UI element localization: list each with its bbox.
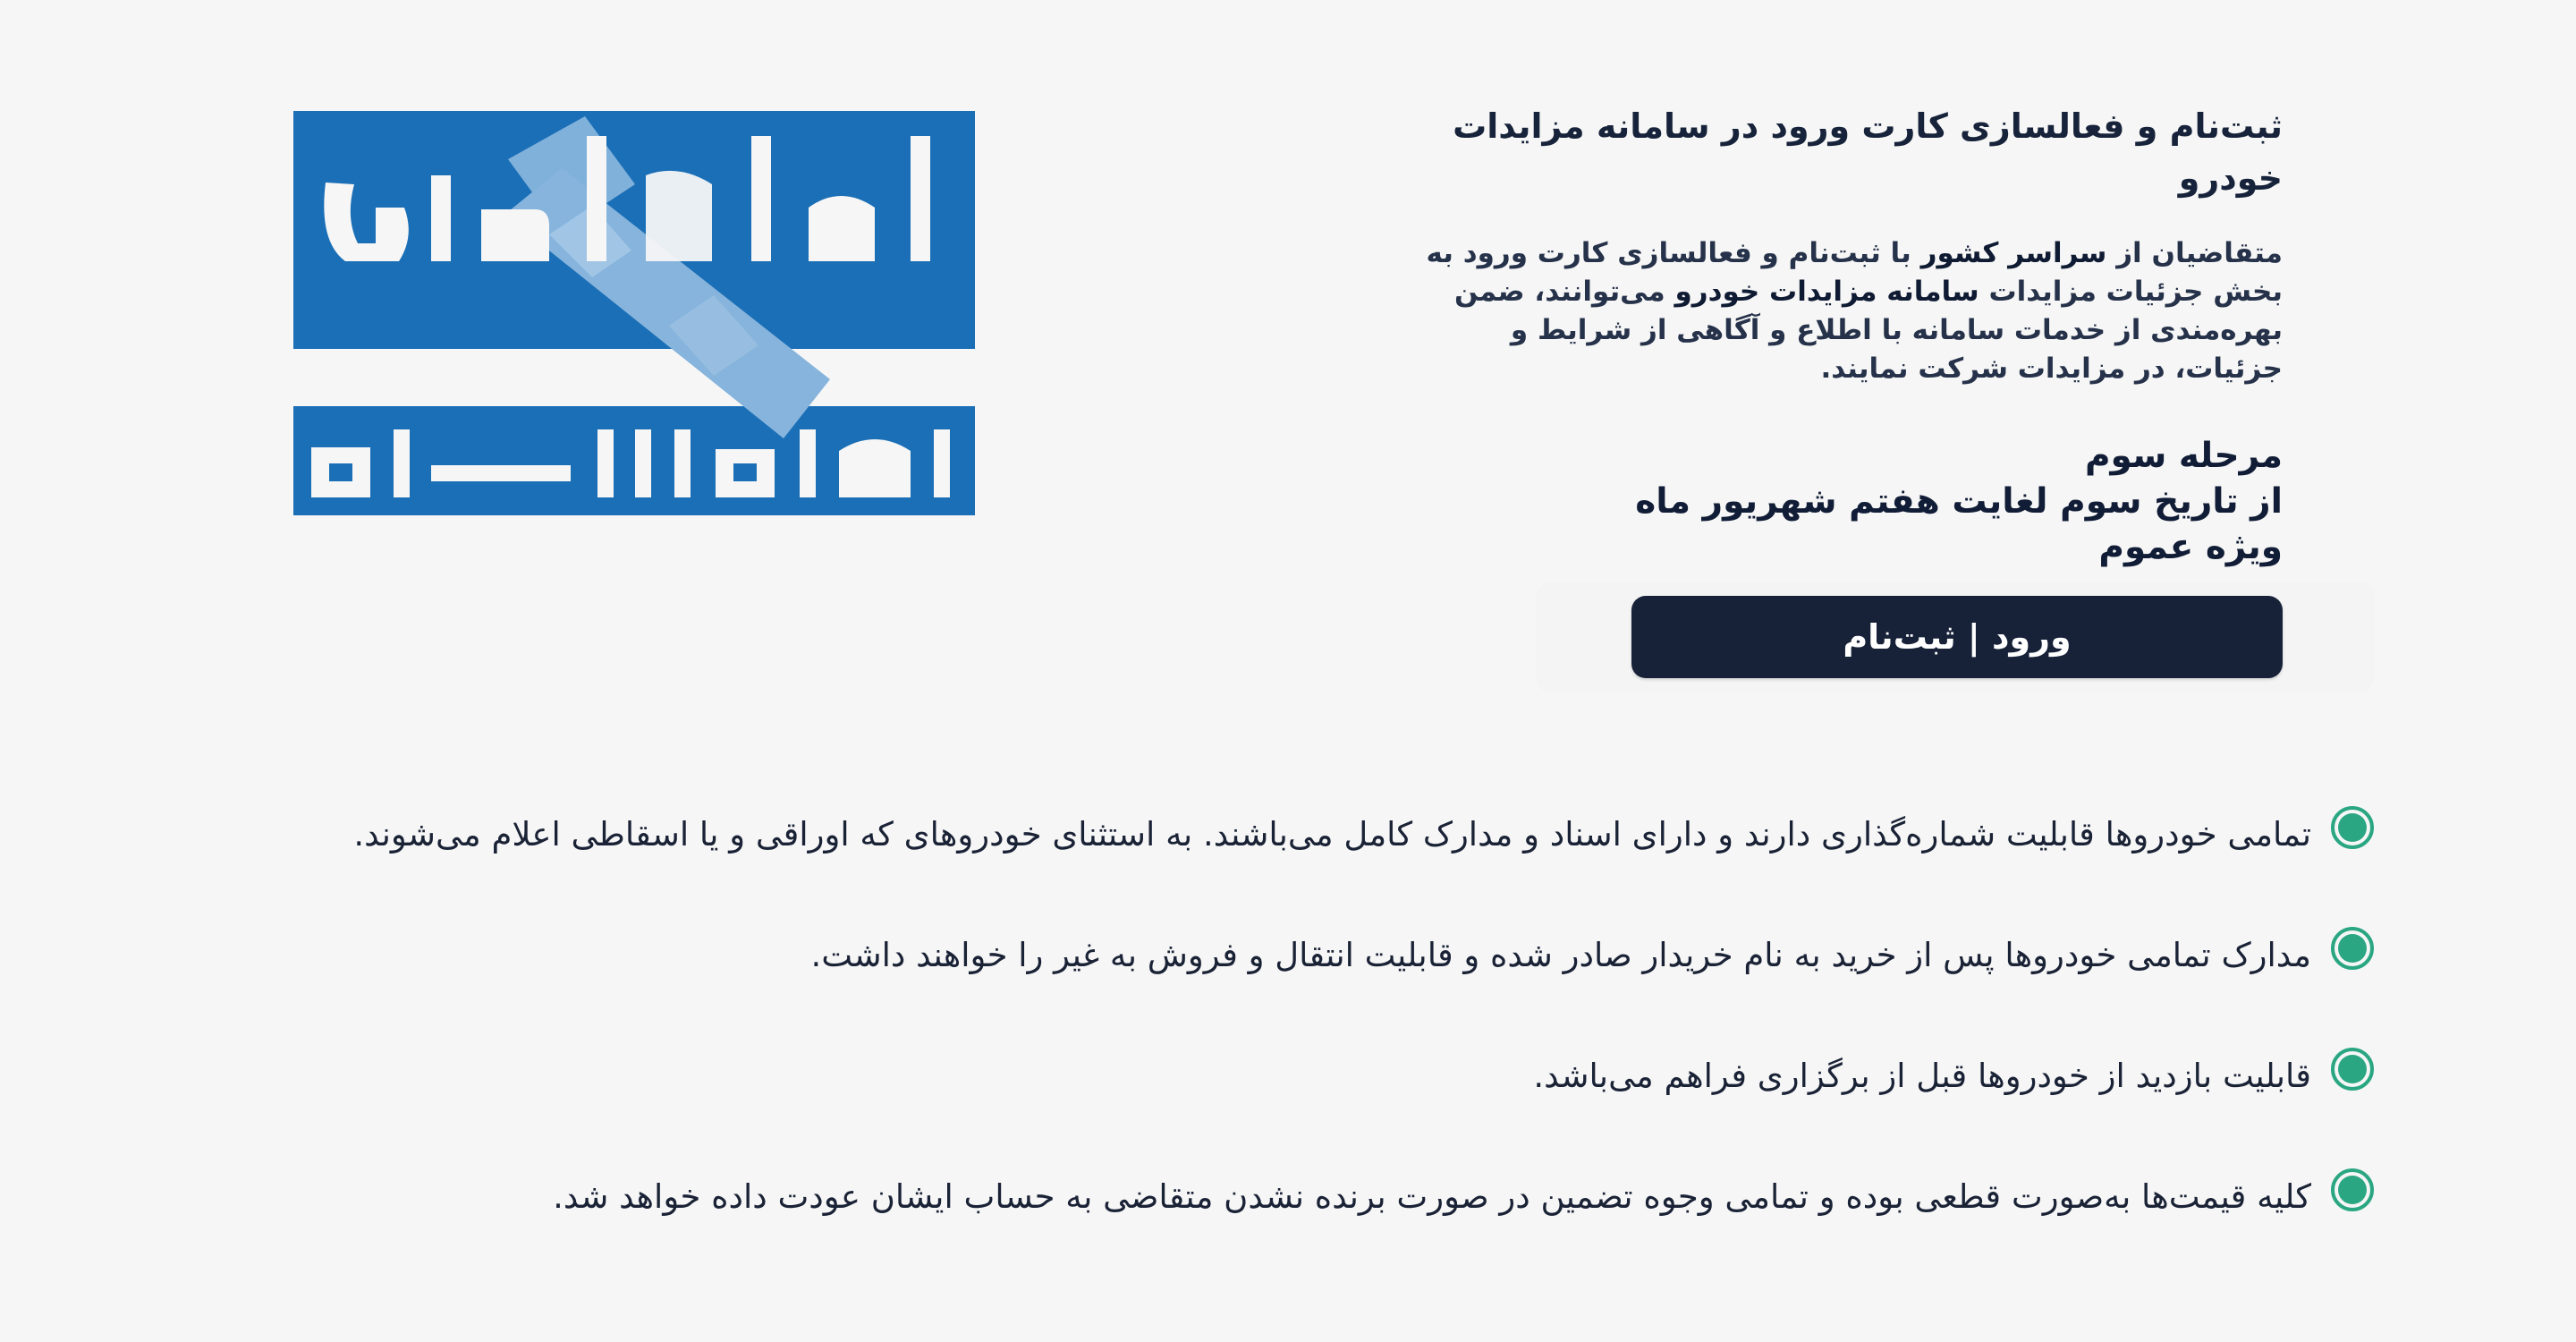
terms-item-text: کلیه قیمت‌ها به‌صورت قطعی بوده و تمامی وجوه تضمین در صورت برنده نشدن متقاضی به حساب ایشان عودت داده خواهد شد. (553, 1177, 2311, 1216)
intro-description-part-1: متقاضیان از (2106, 237, 2283, 269)
terms-list-item (229, 1033, 2376, 1154)
terms-list (229, 792, 2376, 1275)
terms-item-text: قابلیت بازدید از خودروها قبل از برگزاری فراهم می‌باشد. (1533, 1057, 2311, 1095)
intro-highlight-system: سامانه مزایدات خودرو (1674, 276, 1979, 308)
stage-date-range: از تاریخ سوم لغایت هفتم شهریور ماه (1635, 481, 2283, 522)
login-register-button[interactable]: ورود | ثبت‌نام (1631, 596, 2283, 678)
intro-description-part-3: می‌توانند، ضمن بهره‌مندی از خدمات سامانه با اطلاع و آگاهی از شرایط و جزئیات، در مزایدات شرکت نمایند. (1453, 276, 2283, 385)
samaneh-mozayedat-logo (293, 111, 975, 515)
terms-item-text: مدارک تمامی خودروها پس از خرید به نام خریدار صادر شده و قابلیت انتقال و فروش به غیر را خواهند داشت. (810, 936, 2311, 974)
intro-description-part-2: با ثبت‌نام و فعالسازی کارت ورود به بخش جزئیات مزایدات (1426, 237, 2283, 308)
check-circle-icon (2329, 1167, 2376, 1213)
terms-list-item (229, 913, 2376, 1033)
check-circle-icon (2329, 925, 2376, 972)
registration-intro (1395, 100, 2283, 570)
intro-description (1395, 234, 2283, 388)
terms-list-item (229, 1154, 2376, 1275)
terms-list-item (229, 792, 2376, 913)
check-circle-icon (2329, 804, 2376, 851)
intro-title: ثبت‌نام و فعالسازی کارت ورود در سامانه مزایدات خودرو (1453, 106, 2283, 198)
terms-item-text: تمامی خودروها قابلیت شماره‌گذاری دارند و دارای اسناد و مدارک کامل می‌باشند. به استثنای خودروهای که اوراقی و یا اسقاطی اعلام می‌شوند. (353, 815, 2311, 854)
check-circle-icon (2329, 1046, 2376, 1092)
stage-audience: ویژه عموم (2098, 527, 2283, 567)
intro-highlight-country: سراسر کشور (1920, 237, 2107, 269)
stage-info (1395, 433, 2283, 570)
stage-label: مرحله سوم (2084, 436, 2283, 476)
